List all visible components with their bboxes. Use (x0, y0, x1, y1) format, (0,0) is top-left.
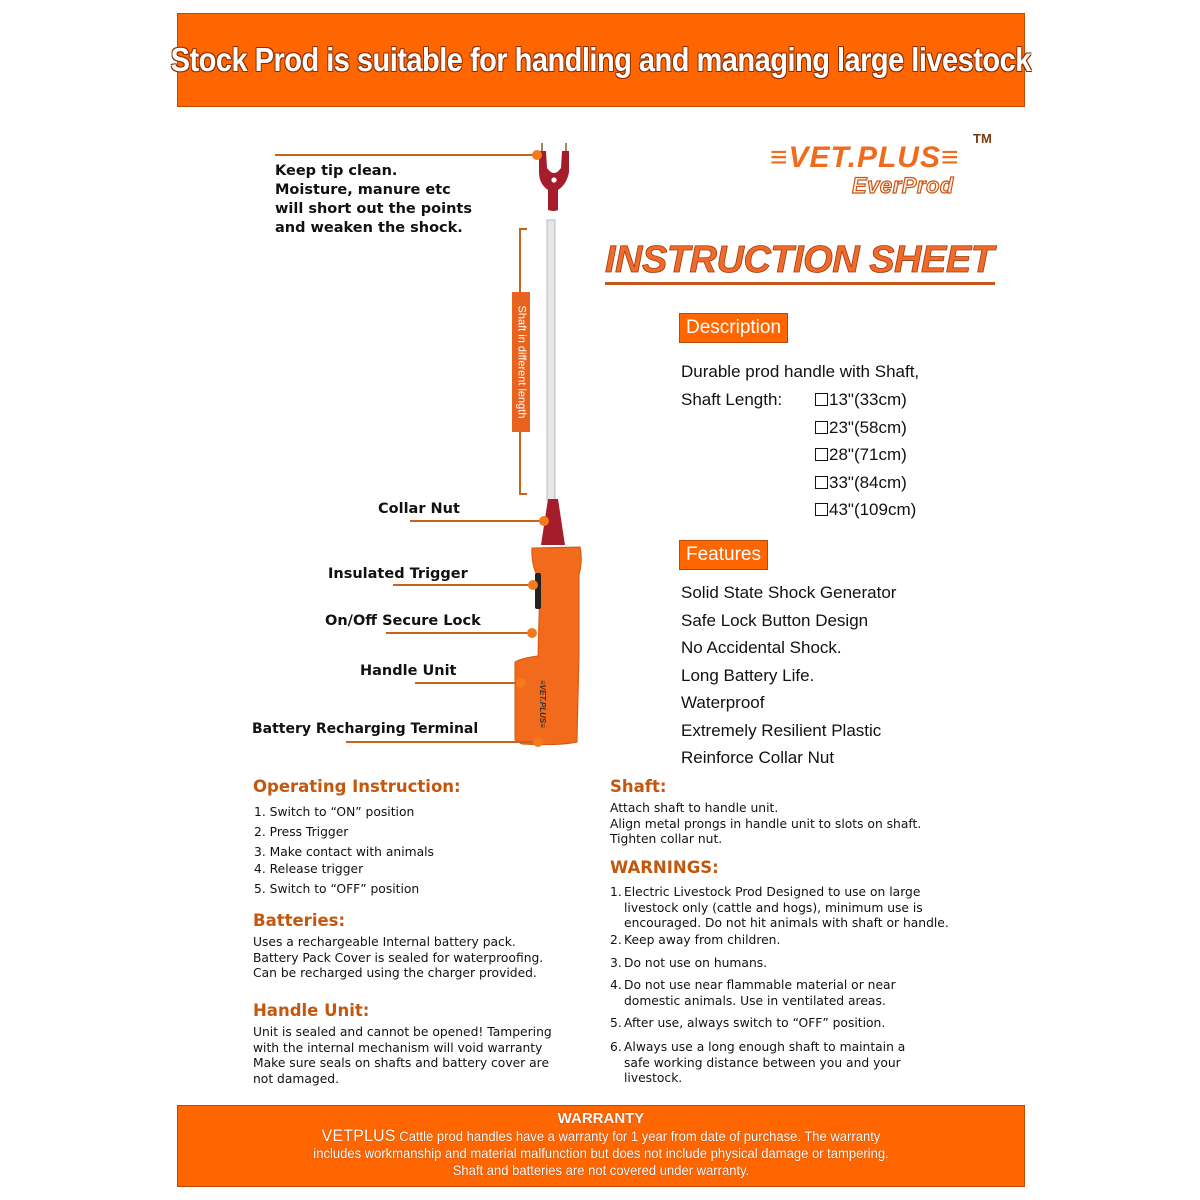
callout-dot (539, 516, 549, 526)
warning-item: 4. Do not use near flammable material or near domestic animals. Use in ventilated areas. (610, 978, 896, 1008)
logo-trademark: TM (973, 131, 992, 146)
callout-dot (533, 737, 543, 747)
callout-insulated-trigger: Insulated Trigger (328, 566, 468, 582)
warranty-title: WARRANTY (557, 1110, 645, 1127)
tip-callout-line (275, 154, 535, 156)
operating-step: 4. Release trigger (254, 862, 364, 876)
feature-item: Solid State Shock Generator (681, 583, 897, 602)
warranty-line: Shaft and batteries are not covered under warranty. (452, 1162, 750, 1178)
batteries-heading: Batteries: (253, 911, 346, 930)
logo-brand: ≡VET.PLUS≡ (770, 141, 960, 174)
callout-secure-lock: On/Off Secure Lock (325, 613, 481, 629)
shaft-length-label-box (512, 292, 530, 432)
callout-line (393, 584, 533, 586)
shaft-option: 13"(33cm) (815, 390, 907, 410)
feature-item: Reinforce Collar Nut (681, 748, 835, 767)
callout-handle-unit: Handle Unit (360, 663, 457, 679)
tip-clean-note: Keep tip clean. Moisture, manure etc will short out the points and weaken the shock. (275, 163, 472, 236)
shaft-option: 33"(84cm) (815, 473, 907, 493)
shaft-rod (547, 220, 555, 500)
shaft-text: Attach shaft to handle unit. Align metal prongs in handle unit to slots on shaft. Tighten collar nut. (610, 801, 922, 846)
callout-line (386, 632, 532, 634)
warranty-line: includes workmanship and material malfunction but does not include physical damage or tampering. (313, 1145, 889, 1161)
feature-item: Long Battery Life. (681, 665, 815, 685)
callout-battery-terminal: Battery Recharging Terminal (252, 721, 479, 737)
callout-collar-nut: Collar Nut (378, 501, 460, 517)
warning-item: 3. Do not use on humans. (610, 956, 768, 970)
feature-item: Safe Lock Button Design (681, 610, 869, 630)
shaft-heading: Shaft: (610, 777, 667, 796)
callout-line (410, 520, 544, 522)
operating-step: 1. Switch to “ON” position (254, 805, 415, 819)
feature-item: Extremely Resilient Plastic (681, 720, 882, 740)
handle-unit-text: Unit is sealed and cannot be opened! Tampering with the internal mechanism will void warranty Make sure seals on shafts and battery cover are not damaged. (253, 1025, 552, 1086)
operating-step: 2. Press Trigger (254, 825, 349, 839)
warning-item: 5. After use, always switch to “OFF” position. (610, 1016, 886, 1030)
fork-tip-icon (539, 143, 569, 211)
operating-step: 3. Make contact with animals (254, 845, 434, 859)
handle-brand-text: ≡VET.PLUS≡ (538, 680, 547, 728)
warning-item: 6. Always use a long enough shaft to maintain a safe working distance between you and your livestock. (610, 1040, 906, 1085)
shaft-option: 28"(71cm) (815, 445, 907, 465)
warranty-brand: VETPLUS (321, 1126, 396, 1145)
tip-callout-dot (532, 150, 542, 160)
description-heading: Description (679, 313, 788, 343)
operating-step: 5. Switch to “OFF” position (254, 882, 420, 896)
warranty-banner (177, 1105, 1025, 1187)
warnings-heading: WARNINGS: (610, 858, 719, 877)
trigger-icon (535, 573, 541, 609)
shaft-option: 23"(58cm) (815, 418, 907, 438)
warning-item: 2. Keep away from children. (610, 933, 781, 947)
page-title: INSTRUCTION SHEET (605, 238, 995, 285)
shaft-length-label: Shaft in different length (515, 305, 527, 419)
callout-line (415, 682, 521, 684)
callout-dot (528, 580, 538, 590)
callout-dot (527, 628, 537, 638)
warranty-line: VETPLUS Cattle prod handles have a warranty for 1 year from date of purchase. The warranty (321, 1126, 881, 1145)
callout-line (346, 741, 536, 743)
callout-dot (516, 678, 526, 688)
handle-unit-icon (515, 547, 581, 745)
features-heading: Features (679, 540, 768, 570)
feature-item: Waterproof (681, 693, 765, 712)
shaft-option: 43"(109cm) (815, 500, 916, 520)
banner-title: Stock Prod is suitable for handling and managing large livestock (170, 41, 1032, 78)
description-intro: Durable prod handle with Shaft, (681, 362, 920, 381)
handle-unit-heading: Handle Unit: (253, 1001, 370, 1020)
feature-item: No Accidental Shock. (681, 638, 842, 657)
shaft-length-label: Shaft Length: (681, 390, 783, 409)
warning-item: 1. Electric Livestock Prod Designed to use on large livestock only (cattle and hogs), minimum use is encouraged. Do not hit animals with shaft or handle. (610, 885, 949, 930)
batteries-text: Uses a rechargeable Internal battery pack. Battery Pack Cover is sealed for waterproofing. Can be recharged using the charger provided. (253, 935, 544, 980)
operating-heading: Operating Instruction: (253, 777, 461, 796)
logo-product: EverProd (852, 173, 954, 198)
